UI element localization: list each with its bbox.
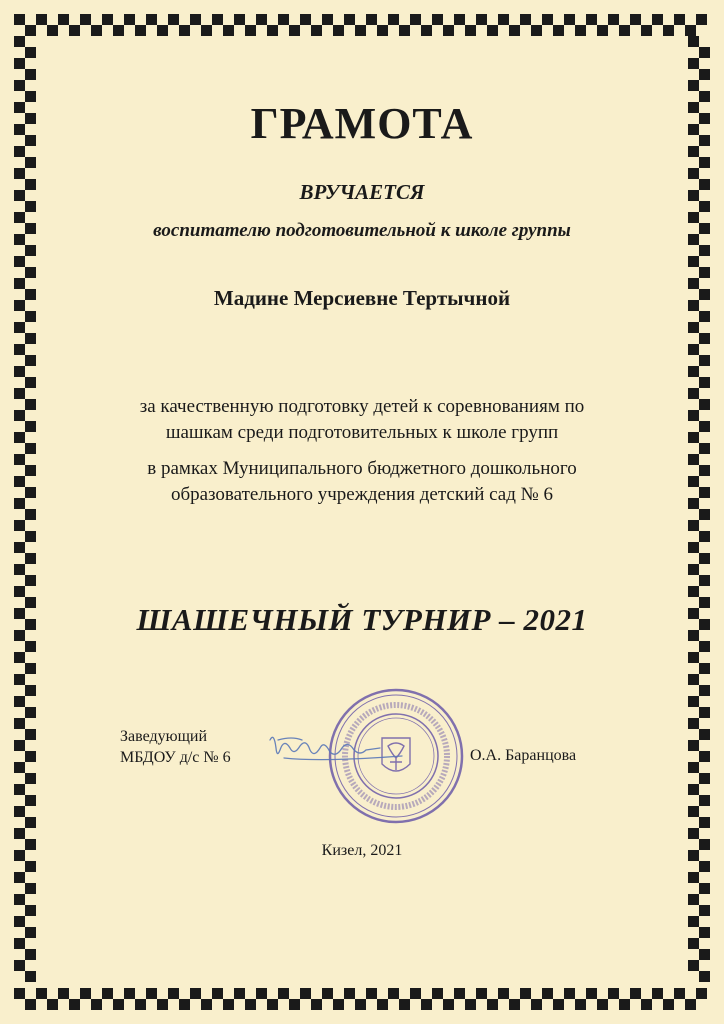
place-date: Кизел, 2021	[321, 842, 403, 859]
signer-name: О.А. Баранцова	[470, 747, 577, 764]
recipient-role: воспитателю подготовительной к школе группы	[153, 220, 571, 241]
handwritten-signature	[262, 728, 412, 772]
signer-position-line-1: Заведующий	[120, 728, 208, 745]
awarded-label: ВРУЧАЕТСЯ	[299, 180, 425, 204]
event-title: ШАШЕЧНЫЙ ТУРНИР – 2021	[136, 602, 588, 637]
framework-line-2: образовательного учреждения детский сад № 6	[170, 484, 554, 505]
framework-text	[0, 456, 724, 508]
certificate-title: ГРАМОТА	[250, 99, 474, 148]
reason-line-2: шашкам среди подготовительных к школе групп	[165, 422, 559, 443]
reason-line-1: за качественную подготовку детей к соревнованиям по	[139, 396, 585, 417]
reason-text	[0, 394, 724, 446]
signer-position-line-2: МБДОУ д/с № 6	[120, 749, 231, 766]
framework-line-1: в рамках Муниципального бюджетного дошкольного	[147, 458, 577, 479]
recipient-name: Мадине Мерсиевне Тертычной	[213, 286, 511, 310]
signer-position	[120, 726, 231, 768]
